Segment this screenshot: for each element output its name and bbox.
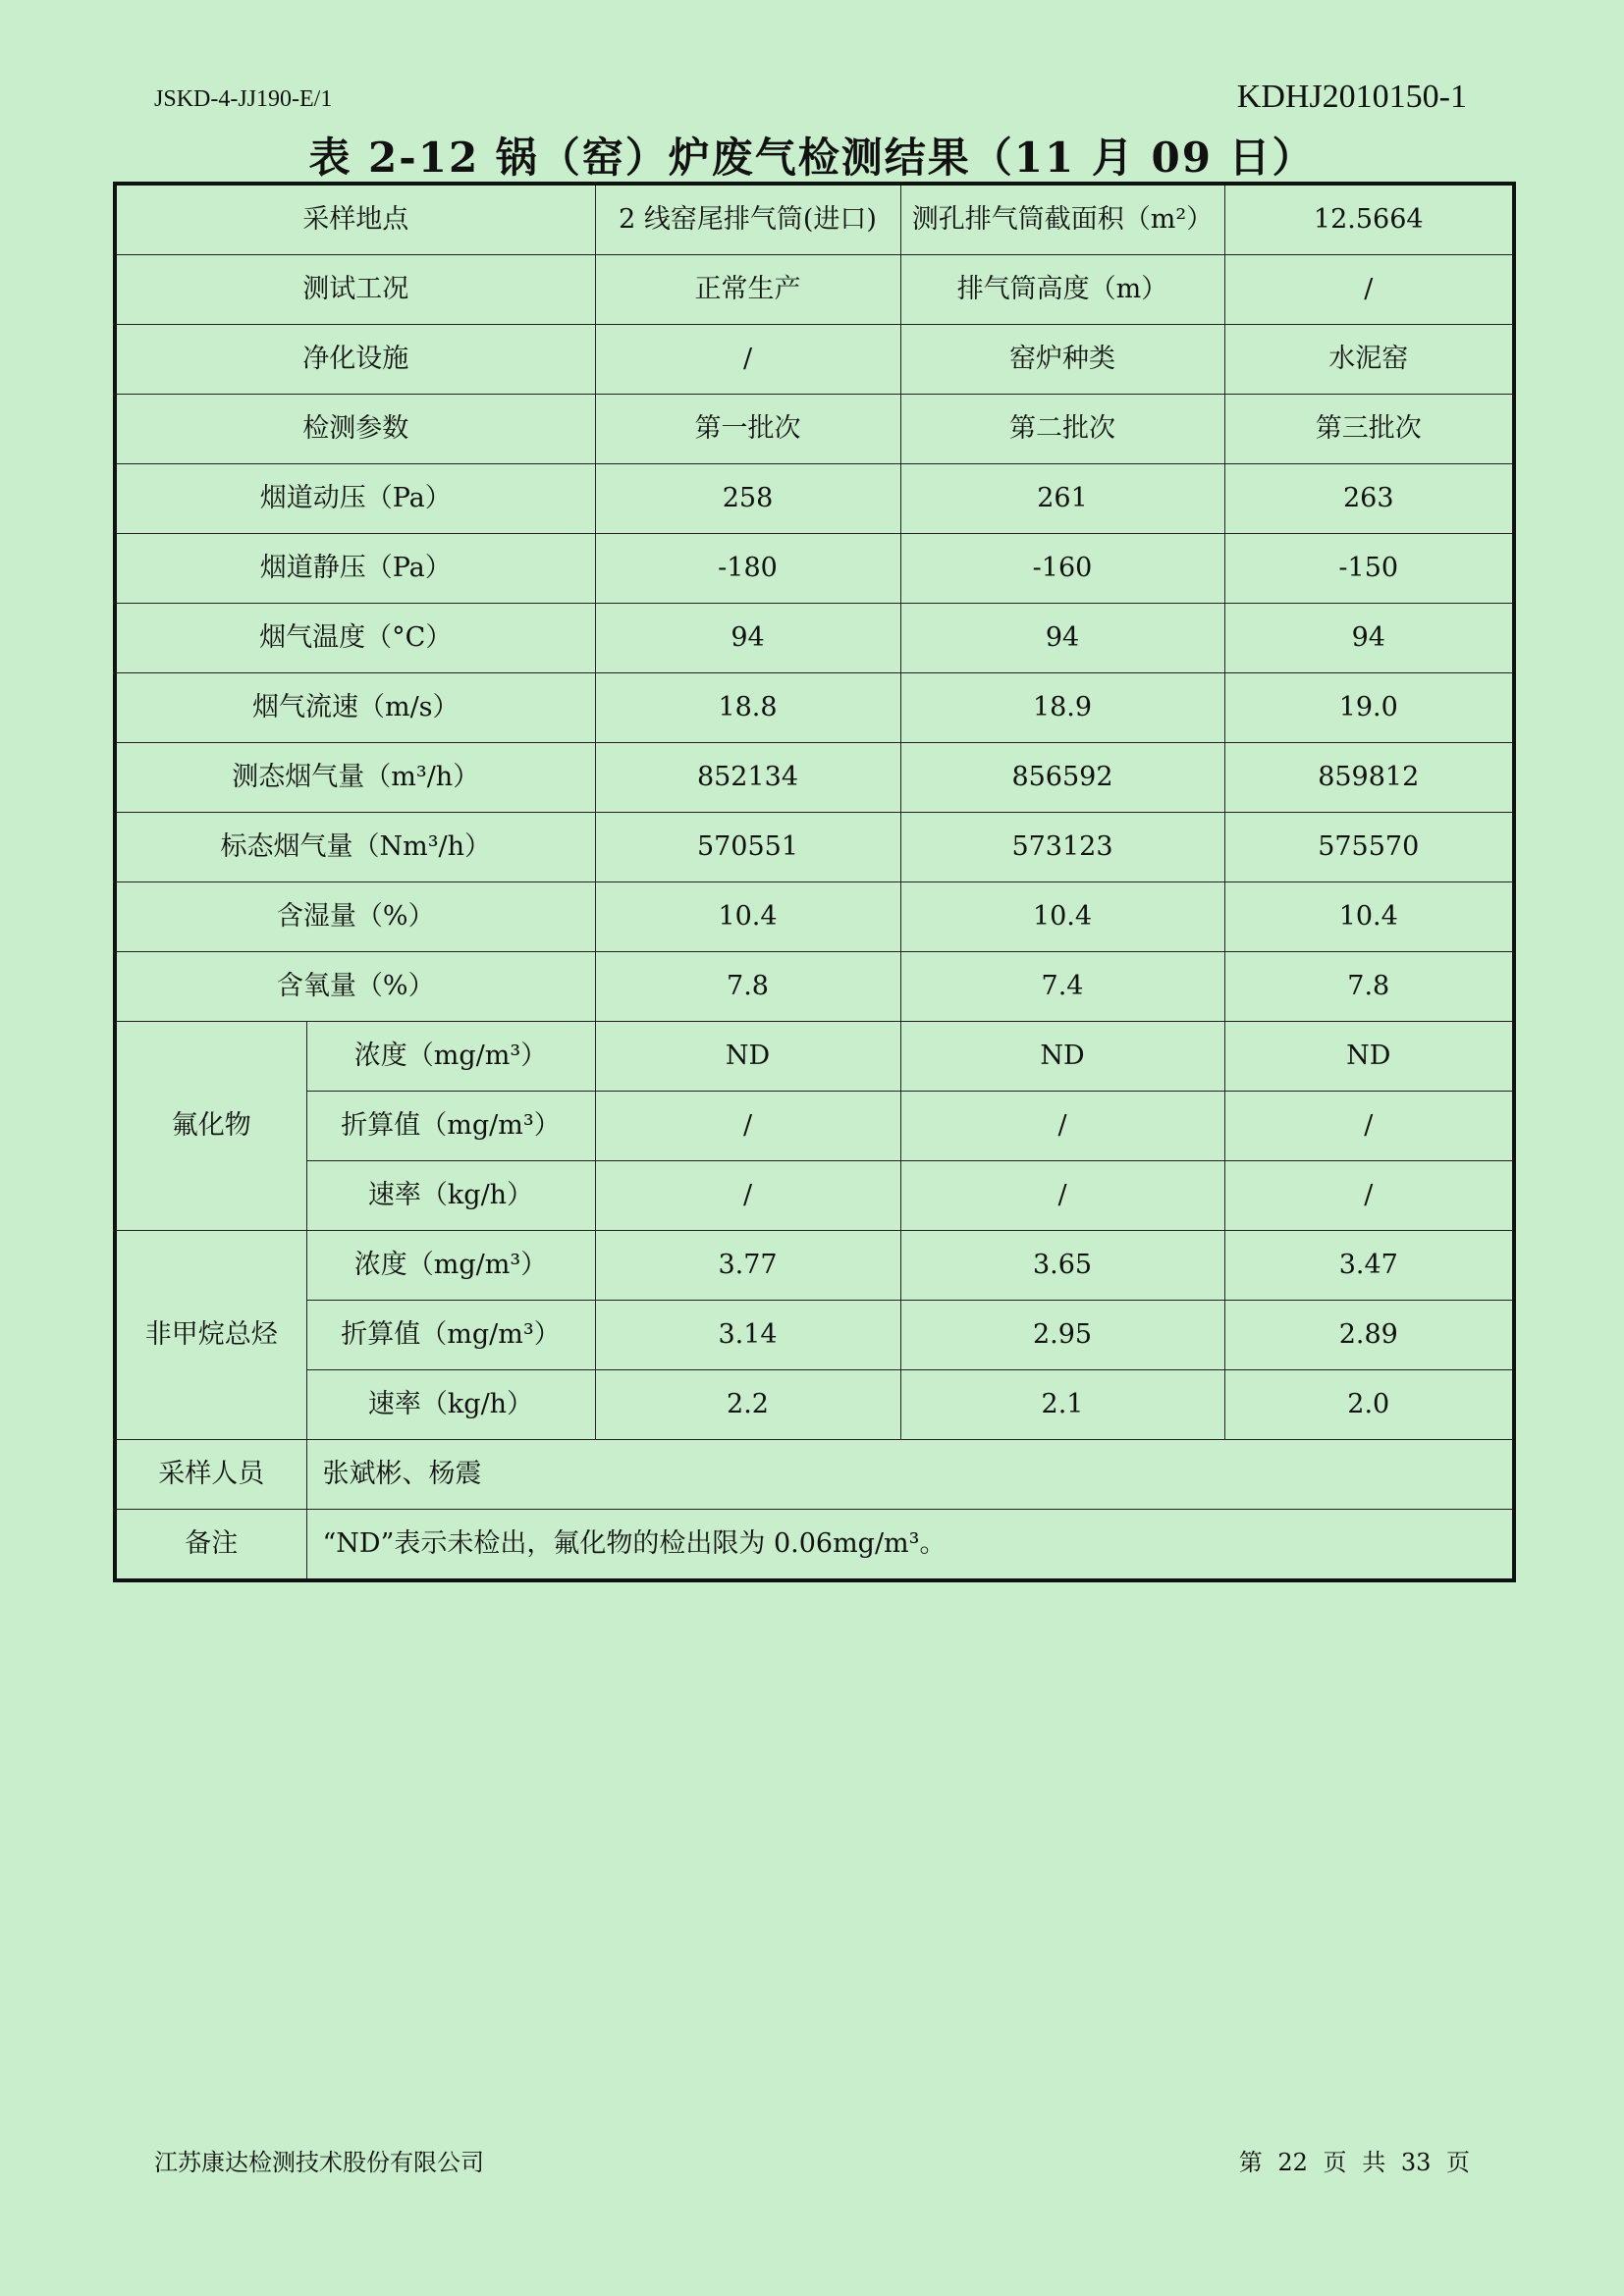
sub-param-label: 速率（kg/h）	[306, 1161, 595, 1231]
param-value: 7.4	[900, 952, 1224, 1022]
column-header: 第一批次	[595, 395, 900, 464]
param-value: -180	[595, 534, 900, 604]
info-label: 采样地点	[115, 184, 595, 255]
param-value: 261	[900, 464, 1224, 534]
param-value: 2.0	[1224, 1370, 1514, 1440]
sub-param-label: 速率（kg/h）	[306, 1370, 595, 1440]
remark-label: 备注	[115, 1510, 306, 1581]
param-label: 烟气温度（°C）	[115, 604, 595, 673]
column-header: 检测参数	[115, 395, 595, 464]
info-label: 测孔排气筒截面积（m²）	[900, 184, 1224, 255]
param-value: /	[1224, 1092, 1514, 1161]
results-table	[113, 182, 1516, 1582]
info-label: 净化设施	[115, 325, 595, 395]
param-value: 2.89	[1224, 1301, 1514, 1370]
column-header: 第二批次	[900, 395, 1224, 464]
param-value: 570551	[595, 813, 900, 882]
param-value: ND	[595, 1022, 900, 1092]
report-number: KDHJ2010150-1	[1236, 79, 1467, 115]
table-row	[115, 1022, 1514, 1092]
info-value: 正常生产	[595, 255, 900, 325]
table-row	[115, 1370, 1514, 1440]
table-row	[115, 325, 1514, 395]
param-value: 18.9	[900, 673, 1224, 743]
table-row	[115, 604, 1514, 673]
remark-text: “ND”表示未检出，氟化物的检出限为 0.06mg/m³。	[306, 1510, 1514, 1581]
info-label: 窑炉种类	[900, 325, 1224, 395]
page-title: 表 2-12 锅（窑）炉废气检测结果（11 月 09 日）	[308, 133, 1316, 182]
param-value: 18.8	[595, 673, 900, 743]
param-value: /	[595, 1161, 900, 1231]
param-value: 7.8	[595, 952, 900, 1022]
param-value: 19.0	[1224, 673, 1514, 743]
table-row	[115, 1092, 1514, 1161]
info-value: /	[595, 325, 900, 395]
page-number: 第 22 页 共 33 页	[1238, 2149, 1470, 2176]
doc-code: JSKD-4-JJ190-E/1	[154, 86, 333, 112]
info-label: 测试工况	[115, 255, 595, 325]
param-value: 2.95	[900, 1301, 1224, 1370]
info-value: 水泥窑	[1224, 325, 1514, 395]
table-row	[115, 1301, 1514, 1370]
sub-param-label: 折算值（mg/m³）	[306, 1301, 595, 1370]
param-value: 94	[595, 604, 900, 673]
table-row	[115, 743, 1514, 813]
table-row	[115, 813, 1514, 882]
param-value: 3.14	[595, 1301, 900, 1370]
param-value: 10.4	[595, 882, 900, 952]
remark-row	[115, 1510, 1514, 1581]
param-value: /	[900, 1161, 1224, 1231]
param-value: 852134	[595, 743, 900, 813]
group-label: 氟化物	[115, 1022, 306, 1231]
table-row	[115, 184, 1514, 255]
table-header-row	[115, 395, 1514, 464]
company-name: 江苏康达检测技术股份有限公司	[154, 2149, 484, 2176]
param-value: 856592	[900, 743, 1224, 813]
param-value: ND	[900, 1022, 1224, 1092]
info-value: /	[1224, 255, 1514, 325]
table-row	[115, 882, 1514, 952]
param-label: 含氧量（%）	[115, 952, 595, 1022]
param-value: /	[595, 1092, 900, 1161]
param-value: /	[900, 1092, 1224, 1161]
param-value: 263	[1224, 464, 1514, 534]
param-value: 859812	[1224, 743, 1514, 813]
param-value: 7.8	[1224, 952, 1514, 1022]
table-row	[115, 255, 1514, 325]
sub-param-label: 浓度（mg/m³）	[306, 1022, 595, 1092]
param-value: 10.4	[1224, 882, 1514, 952]
param-value: 573123	[900, 813, 1224, 882]
param-value: 3.47	[1224, 1231, 1514, 1301]
param-label: 测态烟气量（m³/h）	[115, 743, 595, 813]
param-label: 标态烟气量（Nm³/h）	[115, 813, 595, 882]
param-value: 3.77	[595, 1231, 900, 1301]
param-value: 3.65	[900, 1231, 1224, 1301]
param-value: 258	[595, 464, 900, 534]
table-row	[115, 673, 1514, 743]
param-value: 10.4	[900, 882, 1224, 952]
info-label: 排气筒高度（m）	[900, 255, 1224, 325]
param-label: 烟气流速（m/s）	[115, 673, 595, 743]
group-label: 非甲烷总烃	[115, 1231, 306, 1440]
table-row	[115, 1231, 1514, 1301]
sub-param-label: 折算值（mg/m³）	[306, 1092, 595, 1161]
param-label: 含湿量（%）	[115, 882, 595, 952]
sub-param-label: 浓度（mg/m³）	[306, 1231, 595, 1301]
sampler-names: 张斌彬、杨震	[306, 1440, 1514, 1510]
info-value: 2 线窑尾排气筒(进口)	[595, 184, 900, 255]
param-value: 575570	[1224, 813, 1514, 882]
param-value: ND	[1224, 1022, 1514, 1092]
column-header: 第三批次	[1224, 395, 1514, 464]
table-row	[115, 534, 1514, 604]
sampler-row	[115, 1440, 1514, 1510]
param-value: 2.2	[595, 1370, 900, 1440]
param-value: /	[1224, 1161, 1514, 1231]
sampler-label: 采样人员	[115, 1440, 306, 1510]
param-label: 烟道动压（Pa）	[115, 464, 595, 534]
param-value: 2.1	[900, 1370, 1224, 1440]
param-value: -150	[1224, 534, 1514, 604]
param-value: -160	[900, 534, 1224, 604]
info-value: 12.5664	[1224, 184, 1514, 255]
param-label: 烟道静压（Pa）	[115, 534, 595, 604]
param-value: 94	[900, 604, 1224, 673]
param-value: 94	[1224, 604, 1514, 673]
table-row	[115, 1161, 1514, 1231]
table-row	[115, 464, 1514, 534]
table-row	[115, 952, 1514, 1022]
